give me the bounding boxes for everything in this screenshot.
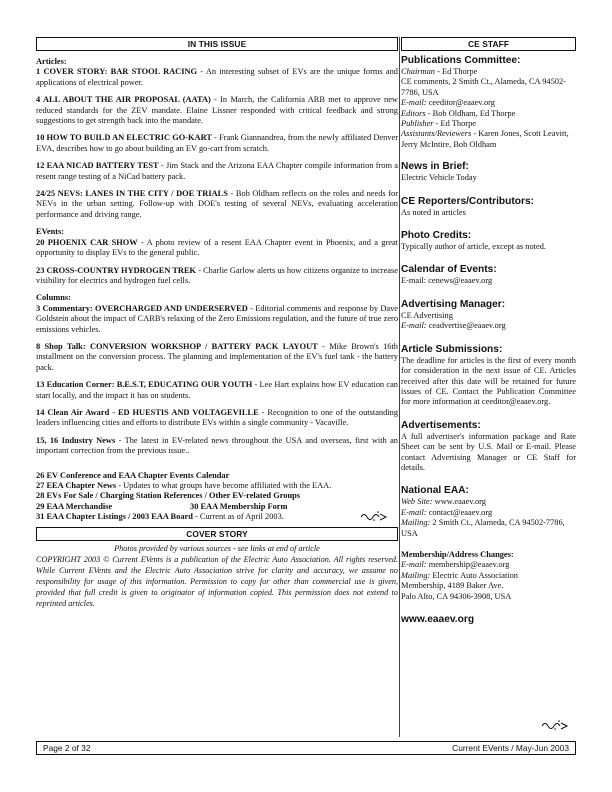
editor-email: E-mail: ceeditor@eaaev.org — [401, 98, 495, 108]
ce-comments-address: CE comments, 2 Smith Ct., Alameda, CA 94502-7786, USA — [401, 77, 566, 97]
column-desc: - Recognition to one of the outstanding leaders influencing cities and efforts to distribute EVs within a single community - Vacaville. — [36, 407, 399, 428]
reporters-heading: CE Reporters/Contributors: — [401, 195, 535, 207]
national-eaa-heading: National EAA: — [401, 485, 469, 497]
article-desc: - Bob Oldham reflects on the roles and needs for NEVs in the urban setting. Follow-up with DOE's testing of several NEVs, evaluating acceleration performance and driving range. — [36, 189, 398, 219]
toc-line-29-30 — [36, 502, 398, 512]
national-mailing: Mailing: 2 Smith Ct., Alameda, CA 94502-7786, USA — [401, 518, 565, 538]
column-desc: - The latest in EV-related news throughout the USA and overseas, first with an important correction from the previous issue.. — [36, 435, 398, 456]
advertising-manager-heading: Advertising Manager: — [401, 298, 506, 310]
column-title: 15, 16 Industry News — [36, 435, 116, 445]
membership-mailing-line2: Membership, 4189 Baker Ave. — [401, 581, 504, 591]
column-title: 13 Education Corner: B.E.S.T, EDUCATING OUR YOUTH — [36, 380, 253, 390]
column-entry — [36, 380, 398, 401]
column-desc: - Mike Brown's 16th installment on the conversion process. The planning and implementation of the EV's fuel tank - the battery pack. — [36, 341, 398, 372]
end-mark-icon — [360, 510, 390, 522]
toc-line-27: 27 EEA Chapter News - Updates to what groups have become affiliated with the EAA. — [36, 481, 332, 490]
article-entry — [36, 67, 398, 88]
article-desc: - Jim Stack and the Arizona EAA Chapter compile information from a resent range testing of a NiCad battery pack. — [36, 161, 398, 181]
copyright-notice: COPYRIGHT 2003 © Current EVents is a publication of the Electric Auto Association. All rights reserved. While Current EVents and the Electric Auto Association strive for clarity and accuracy, we assume no responsibility for usage of this information. Permission to copy for other than commercial use is given, provided that full credit is given to originator of information copied. This permission does not extend to reprinted articles. — [36, 554, 398, 608]
article-desc: - In March, the California ARB met to approve new reduced standards for the ZEV mandate. Elaine Lissner responded with critical feedback and strong suggestions to get strength back into the mandate. — [36, 95, 398, 126]
article-title: 1 COVER STORY: BAR STOOL RACING — [36, 67, 198, 77]
editors-line: Editors - Bob Oldham, Ed Thorpe — [401, 108, 516, 118]
column-desc: - Lee Hart explains how EV education can start locally, and the impact it has on students. — [36, 380, 398, 400]
article-title: 12 EAA NICAD BATTERY TEST — [36, 161, 159, 171]
event-entry — [36, 238, 398, 259]
toc-line-26: 26 EV Conference and EAA Chapter Events Calendar — [36, 470, 230, 480]
advertising-email: E-mail: ceadvertise@eaaev.org — [401, 321, 506, 331]
event-entry — [36, 266, 398, 287]
article-entry — [36, 189, 398, 220]
photo-credits-heading: Photo Credits: — [401, 230, 472, 242]
in-this-issue-header: IN THIS ISSUE — [36, 37, 398, 51]
event-title: 23 CROSS-COUNTRY HYDROGEN TREK — [36, 265, 197, 275]
news-in-brief-text: Electric Vehicle Today — [401, 173, 477, 183]
publisher-line: Publisher - Ed Thorpe — [401, 119, 476, 129]
column-entry — [36, 304, 398, 335]
issue-label: Current EVents / May-Jun 2003 — [452, 743, 569, 753]
calendar-email: E-mail: cenews@eaaev.org — [401, 276, 493, 286]
article-desc: - Frank Giannandrea, from the newly affiliated Denver EVA, describes how to go about building an EV go-cart from scratch. — [36, 133, 399, 153]
event-title: 20 PHOENIX CAR SHOW — [36, 237, 138, 247]
column-title: 8 Shop Talk: CONVERSION WORKSHOP / BATTERY PACK LAYOUT — [36, 341, 318, 351]
column-title: 14 Clean Air Award - ED HUESTIS AND VOLTAGEVILLE — [36, 407, 259, 417]
column-title: 3 Commentary: OVERCHARGED AND UNDERSERVED — [36, 303, 248, 313]
news-in-brief-heading: News in Brief: — [401, 161, 469, 173]
column-entry — [36, 342, 398, 373]
advertising-name: CE Advertising — [401, 310, 453, 320]
end-mark-icon — [541, 719, 571, 731]
article-title: 4 ALL ABOUT THE AIR PROPOSAL (AATA) — [36, 95, 211, 105]
chairman-line: Chairman - Ed Thorpe — [401, 67, 478, 76]
membership-heading: Membership/Address Changes: — [401, 549, 514, 559]
events-label: EVents: — [36, 227, 65, 237]
article-entry — [36, 161, 398, 182]
event-desc: - Charlie Garlow alerts us how citizens organize to increase visibility for electrics and hydrogen fuel cells. — [36, 265, 398, 285]
advertisements-text: A full advertiser's information package and Rate Sheet can be sent by U.S. Mail or E-mail. Please contact Advertising Manager or CE Staff for details. — [401, 431, 576, 472]
in-this-issue-column — [36, 37, 398, 609]
article-submissions-text: The deadline for articles is the first of every month for consideration in the next issue of CE. Articles received after this date will be retained for future issues of CE. Contact the Publication Committee for more information at ceeditor@eaaev.org. — [401, 355, 576, 407]
membership-mailing: Mailing: Electric Auto Association — [401, 570, 518, 580]
article-submissions-heading: Article Submissions: — [401, 343, 503, 355]
advertisements-heading: Advertisements: — [401, 419, 481, 431]
page-number: Page 2 of 32 — [43, 743, 91, 753]
cover-caption: Photos provided by various sources - see links at end of article — [114, 543, 320, 553]
columns-label: Columns: — [36, 293, 71, 303]
ce-staff-header: CE STAFF — [401, 37, 576, 51]
membership-mailing-line3: Palo Alto, CA 94306-3908, USA — [401, 591, 512, 601]
column-entry — [36, 408, 398, 429]
article-title: 10 HOW TO BUILD AN ELECTRIC GO-KART — [36, 133, 212, 143]
article-title: 24/25 NEVS: LANES IN THE CITY / DOE TRIALS — [36, 189, 228, 199]
toc-line-31: 31 EAA Chapter Listings / 2003 EAA Board - Current as of April 2003. — [36, 512, 398, 522]
national-email: E-mail: contact@eaaev.org — [401, 507, 493, 517]
articles-list — [36, 51, 398, 523]
event-desc: - A photo review of a resent EAA Chapter event in Phoenix, and a great opportunity to display EVs to the general public. — [36, 237, 399, 258]
column-entry — [36, 436, 398, 457]
toc-line-28: 28 EVs For Sale / Charging Station References / Other EV-related Groups — [36, 491, 301, 501]
article-entry — [36, 95, 398, 126]
cover-story-header: COVER STORY — [36, 527, 398, 541]
publications-committee-heading: Publications Committee: — [401, 55, 521, 66]
articles-label: Articles: — [36, 57, 67, 66]
article-entry — [36, 133, 398, 154]
national-web-site: Web Site: www.eaaev.org — [401, 497, 486, 507]
website-url[interactable]: www.eaaev.org — [401, 614, 475, 625]
toc-membership-form: 30 EAA Membership Form — [190, 501, 288, 511]
ce-staff-column — [401, 37, 576, 625]
column-divider — [399, 37, 400, 737]
photo-credits-text: Typically author of article, except as noted. — [401, 242, 546, 252]
toc-merchandise: 29 EAA Merchandise — [36, 501, 113, 511]
reporters-text: As noted in articles — [401, 207, 466, 217]
calendar-heading: Calendar of Events: — [401, 264, 497, 276]
assistants-line: Assistants/Reviewers - Karen Jones, Scott Leavitt, Jerry McIntire, Bob Oldham — [401, 129, 569, 149]
column-desc: - Editorial comments and response by Dave Goldstein about the impact of CARB's relaxing of the Zero Emissions regulation, and the future of true zero emissions vehicles. — [36, 303, 399, 334]
membership-email: E-mail: membership@eaaev.org — [401, 560, 510, 570]
page-footer — [36, 741, 576, 755]
article-desc: - An interesting subset of EVs are the unique forms and applications of electrical power. — [36, 67, 398, 87]
